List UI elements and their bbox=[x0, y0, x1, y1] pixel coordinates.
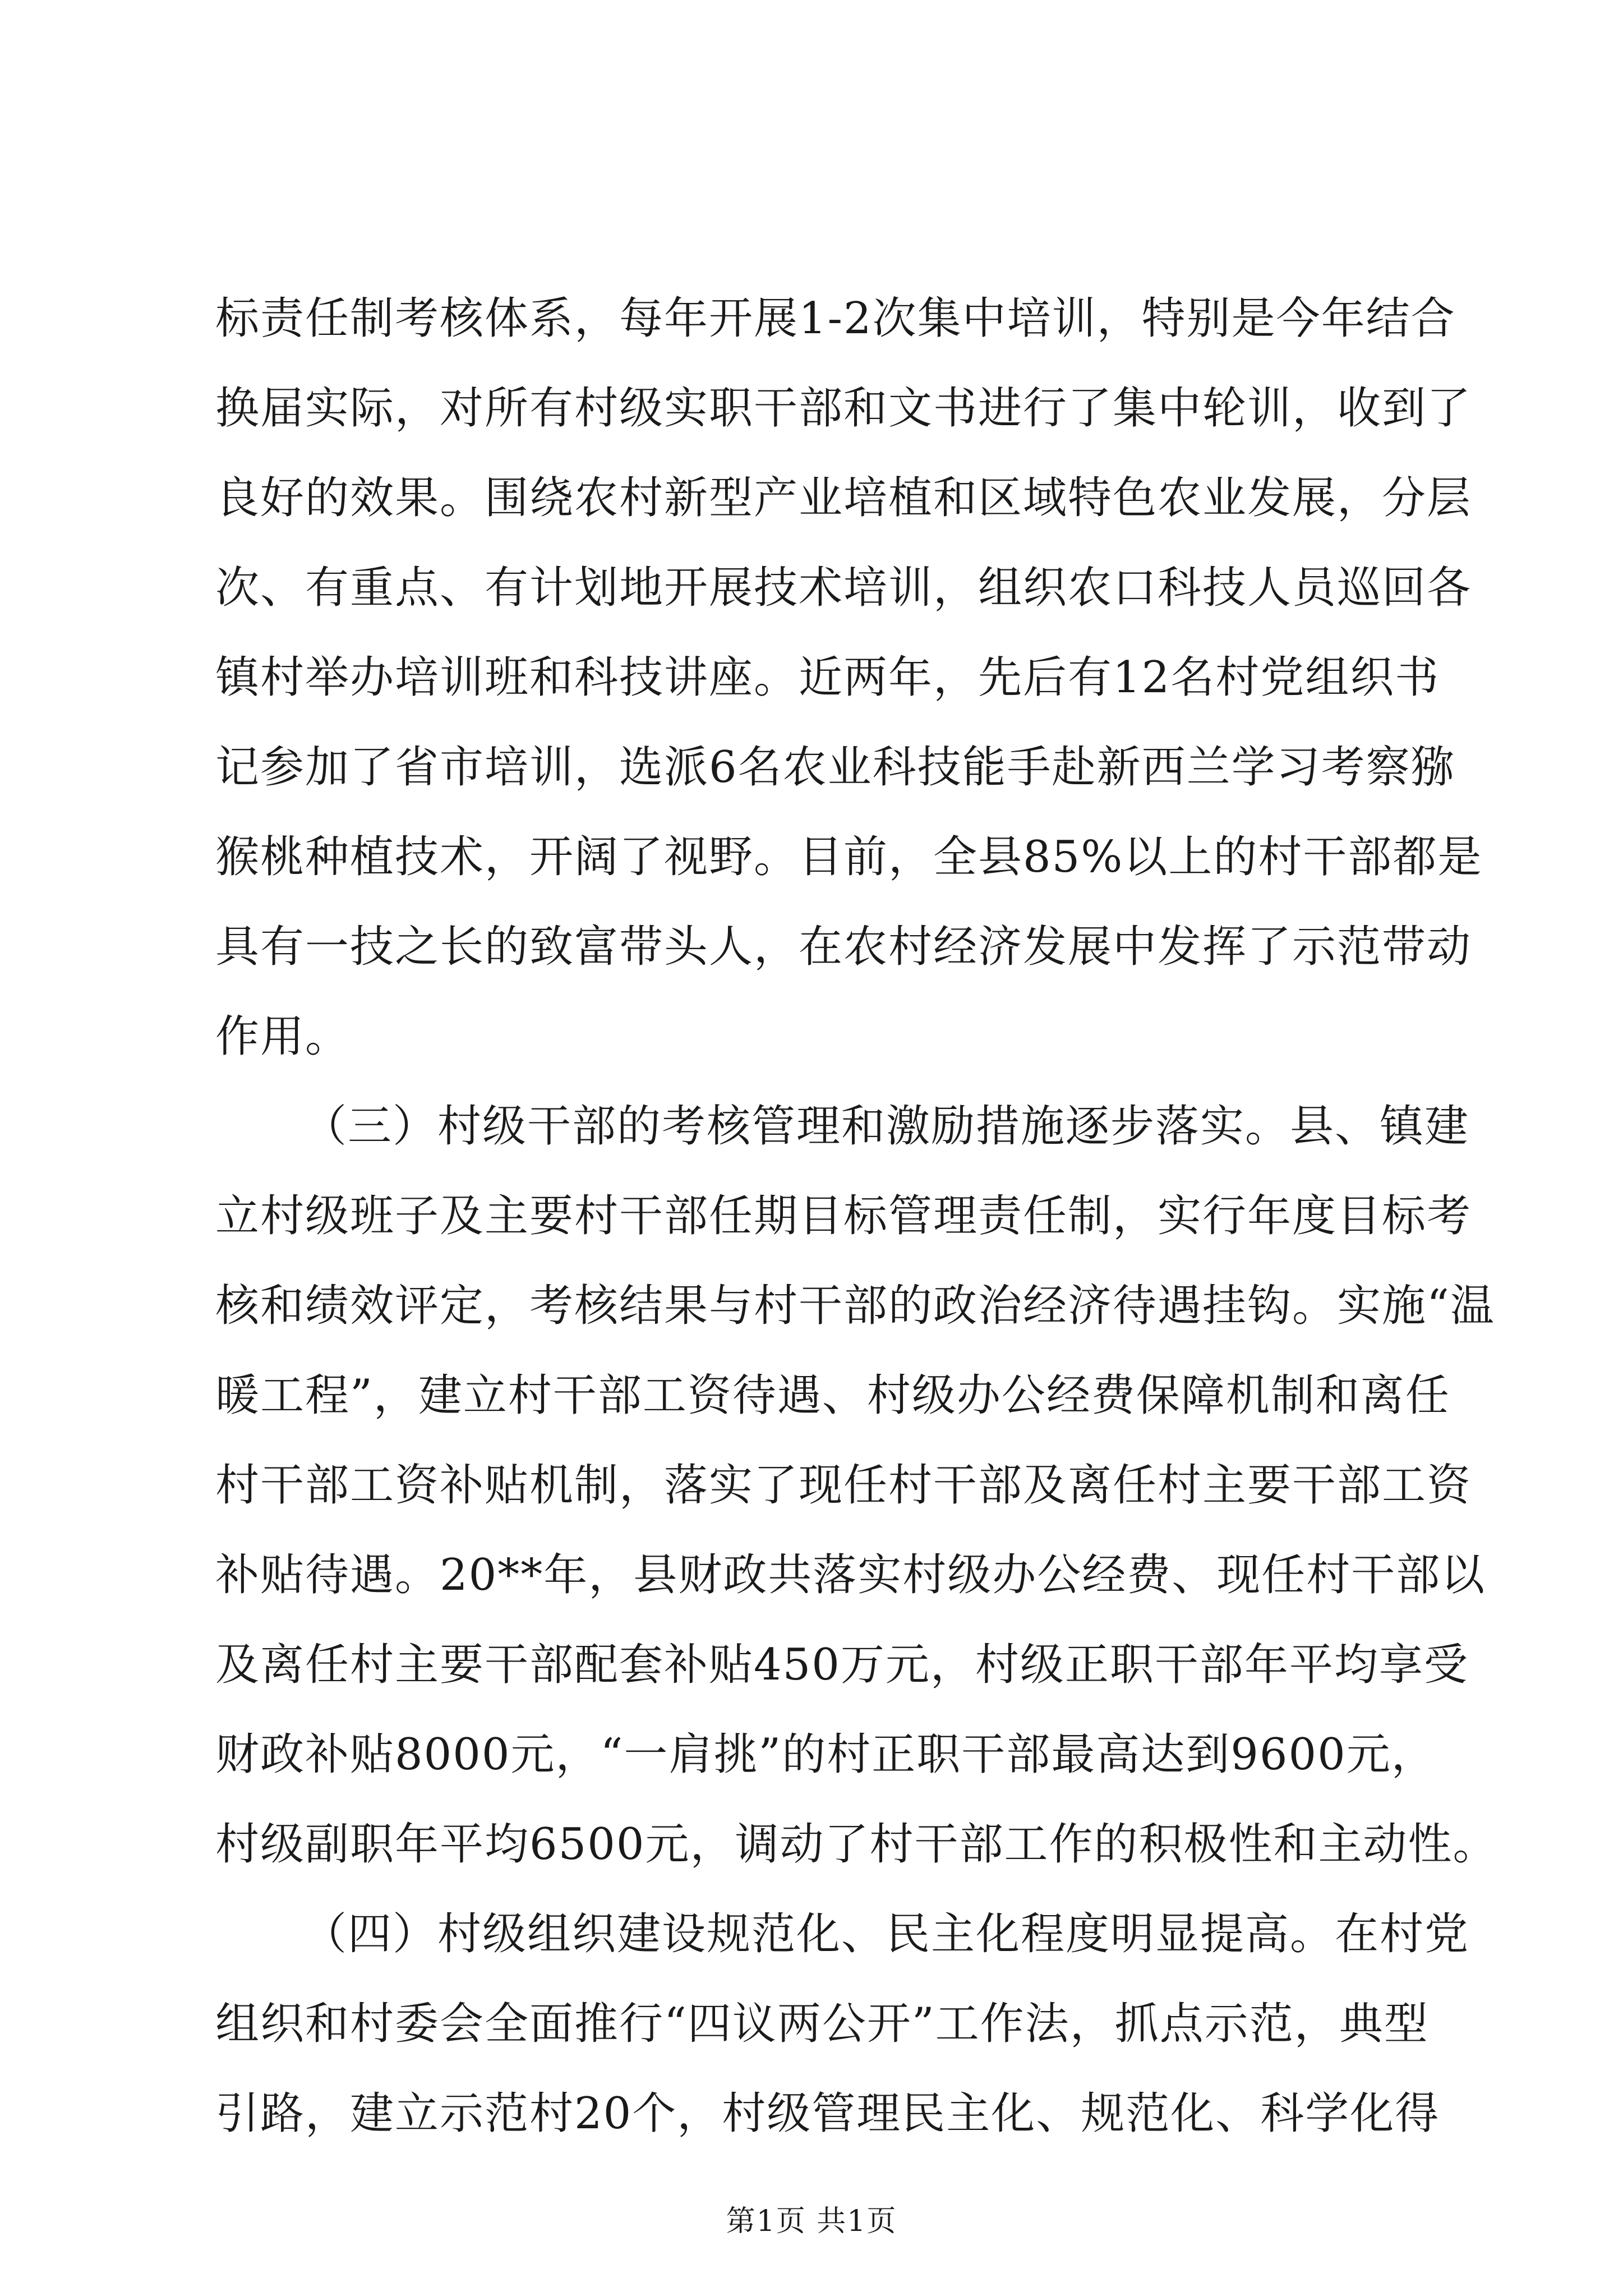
body-line-20: 组织和村委会全面推行“四议两公开”工作法，抓点示范，典型 bbox=[215, 1999, 1429, 2049]
body-line-4: 次、有重点、有计划地开展技术培训，组织农口科技人员巡回各 bbox=[215, 563, 1472, 613]
body-line-14: 村干部工资补贴机制，落实了现任村干部及离任村主要干部工资 bbox=[215, 1460, 1472, 1511]
body-line-15: 补贴待遇。20**年，县财政共落实村级办公经费、现任村干部以 bbox=[215, 1550, 1486, 1600]
body-line-6: 记参加了省市培训，选派6名农业科技能手赴新西兰学习考察猕 bbox=[215, 742, 1456, 793]
body-line-1: 标责任制考核体系，每年开展1-2次集中培训，特别是今年结合 bbox=[215, 293, 1456, 344]
body-line-12: 核和绩效评定，考核结果与村干部的政治经济待遇挂钩。实施“温 bbox=[215, 1281, 1495, 1331]
body-line-8: 具有一技之长的致富带头人，在农村经济发展中发挥了示范带动 bbox=[215, 922, 1472, 972]
page-number-footer: 第1页 共1页 bbox=[726, 2205, 897, 2238]
body-line-21: 引路，建立示范村20个，村级管理民主化、规范化、科学化得 bbox=[215, 2088, 1440, 2139]
body-line-5: 镇村举办培训班和科技讲座。近两年，先后有12名村党组织书 bbox=[215, 652, 1440, 703]
body-line-11: 立村级班子及主要村干部任期目标管理责任制，实行年度目标考 bbox=[215, 1191, 1472, 1241]
body-line-16: 及离任村主要干部配套补贴450万元，村级正职干部年平均享受 bbox=[215, 1640, 1469, 1690]
body-line-3: 良好的效果。围绕农村新型产业培植和区域特色农业发展，分层 bbox=[215, 473, 1472, 523]
body-line-7: 猴桃种植技术，开阔了视野。目前，全县85%以上的村干部都是 bbox=[215, 832, 1483, 882]
body-line-9: 作用。 bbox=[215, 1011, 351, 1062]
body-line-2: 换届实际，对所有村级实职干部和文书进行了集中轮训，收到了 bbox=[215, 383, 1472, 434]
body-line-17: 财政补贴8000元，“一肩挑”的村正职干部最高达到9600元， bbox=[215, 1729, 1436, 1780]
body-line-18: 村级副职年平均6500元，调动了村干部工作的积极性和主动性。 bbox=[215, 1819, 1498, 1870]
section-heading-4: （四）村级组织建设规范化、民主化程度明显提高。在村党 bbox=[303, 1909, 1470, 1959]
body-line-13: 暖工程”，建立村干部工资待遇、村级办公经费保障机制和离任 bbox=[215, 1370, 1450, 1421]
section-heading-3: （三）村级干部的考核管理和激励措施逐步落实。县、镇建 bbox=[303, 1101, 1470, 1152]
